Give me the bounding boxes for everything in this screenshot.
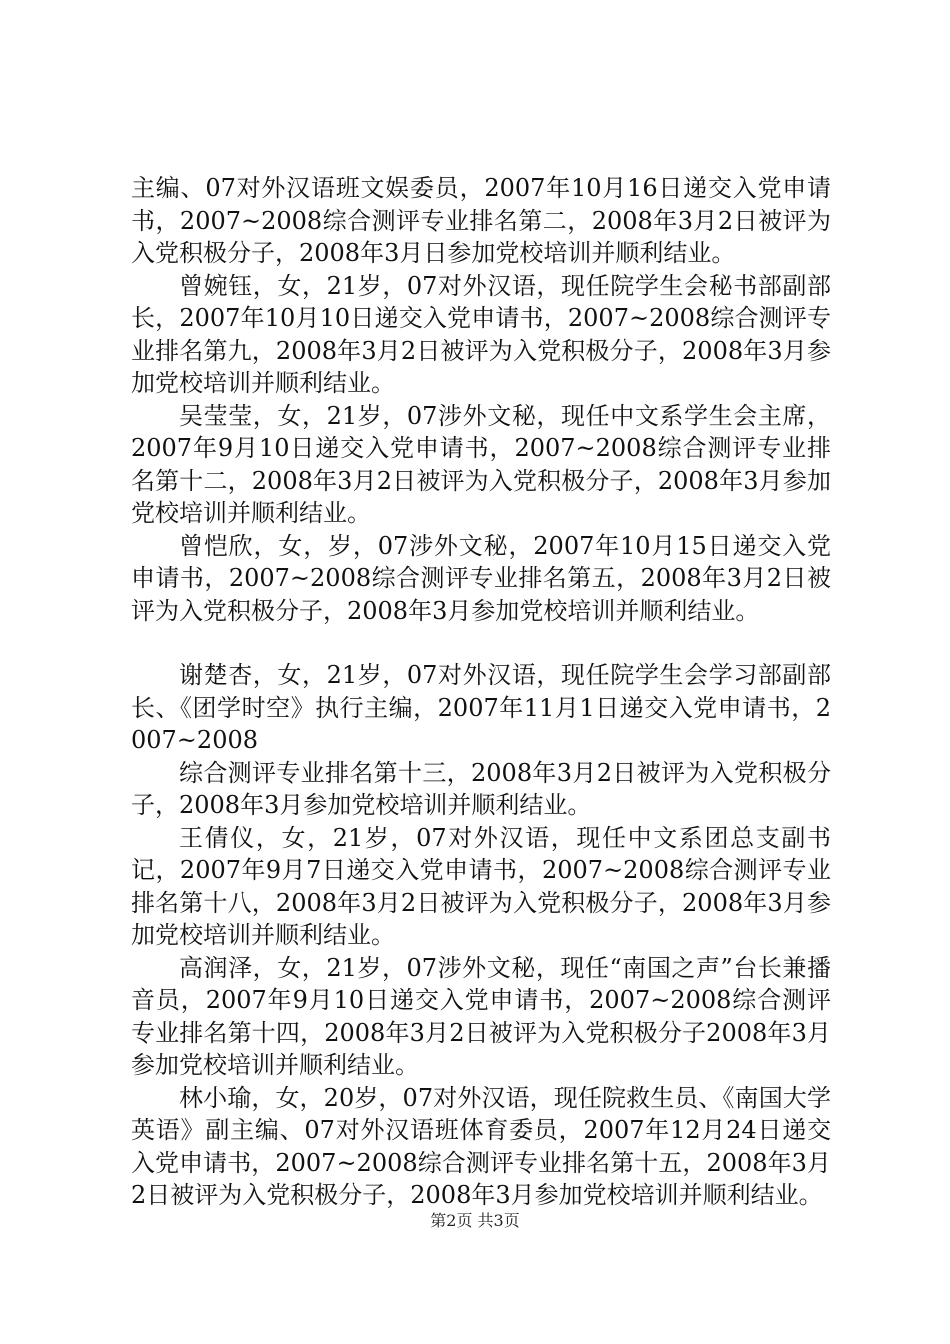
paragraph-9: 林小瑜，女，20岁，07对外汉语，现任院救生员、《南国大学英语》副主编、07对外汉语班体育委员，2007年12月24日递交入党申请书，2007~2008综合测评专业排名第十五，2008年3月2日被评为入党积极分子，2008年3月参加党校培训并顺利结业。: [131, 1083, 831, 1209]
paragraph-2: 曾婉钰，女，21岁，07对外汉语，现任院学生会秘书部副部长，2007年10月10日递交入党申请书，2007~2008综合测评专业排名第九，2008年3月2日被评为入党积极分子，2008年3月参加党校培训并顺利结业。: [131, 271, 831, 397]
paragraph-7: 王倩仪，女，21岁，07对外汉语，现任中文系团总支副书记，2007年9月7日递交入党申请书，2007~2008综合测评专业排名第十八，2008年3月2日被评为入党积极分子，2008年3月参加党校培训并顺利结业。: [131, 823, 831, 949]
paragraph-gap: [131, 627, 831, 659]
paragraph-5: 谢楚杏，女，21岁，07对外汉语，现任院学生会学习部副部长、《团学时空》执行主编，2007年11月1日递交入党申请书，2007~2008: [131, 661, 831, 754]
paragraph-8: 高润泽，女，21岁，07涉外文秘，现任“南国之声”台长兼播音员，2007年9月10日递交入党申请书，2007~2008综合测评专业排名第十四，2008年3月2日被评为入党积极分子2008年3月参加党校培训并顺利结业。: [131, 953, 831, 1079]
document-body: [131, 172, 831, 1212]
paragraph-3: 吴莹莹，女，21岁，07涉外文秘，现任中文系学生会主席，2007年9月10日递交入党申请书，2007~2008综合测评专业排名第十二，2008年3月2日被评为入党积极分子，2008年3月参加党校培训并顺利结业。: [131, 401, 831, 527]
paragraph-6: 综合测评专业排名第十三，2008年3月2日被评为入党积极分子，2008年3月参加党校培训并顺利结业。: [131, 758, 831, 819]
page-number-footer: 第2页 共3页: [430, 1211, 520, 1230]
paragraph-1: 主编、07对外汉语班文娱委员，2007年10月16日递交入党申请书，2007~2008综合测评专业排名第二，2008年3月2日被评为入党积极分子，2008年3月日参加党校培训并顺利结业。: [131, 174, 831, 267]
paragraph-4: 曾恺欣，女，岁，07涉外文秘，2007年10月15日递交入党申请书，2007~2008综合测评专业排名第五，2008年3月2日被评为入党积极分子，2008年3月参加党校培训并顺利结业。: [131, 531, 831, 625]
